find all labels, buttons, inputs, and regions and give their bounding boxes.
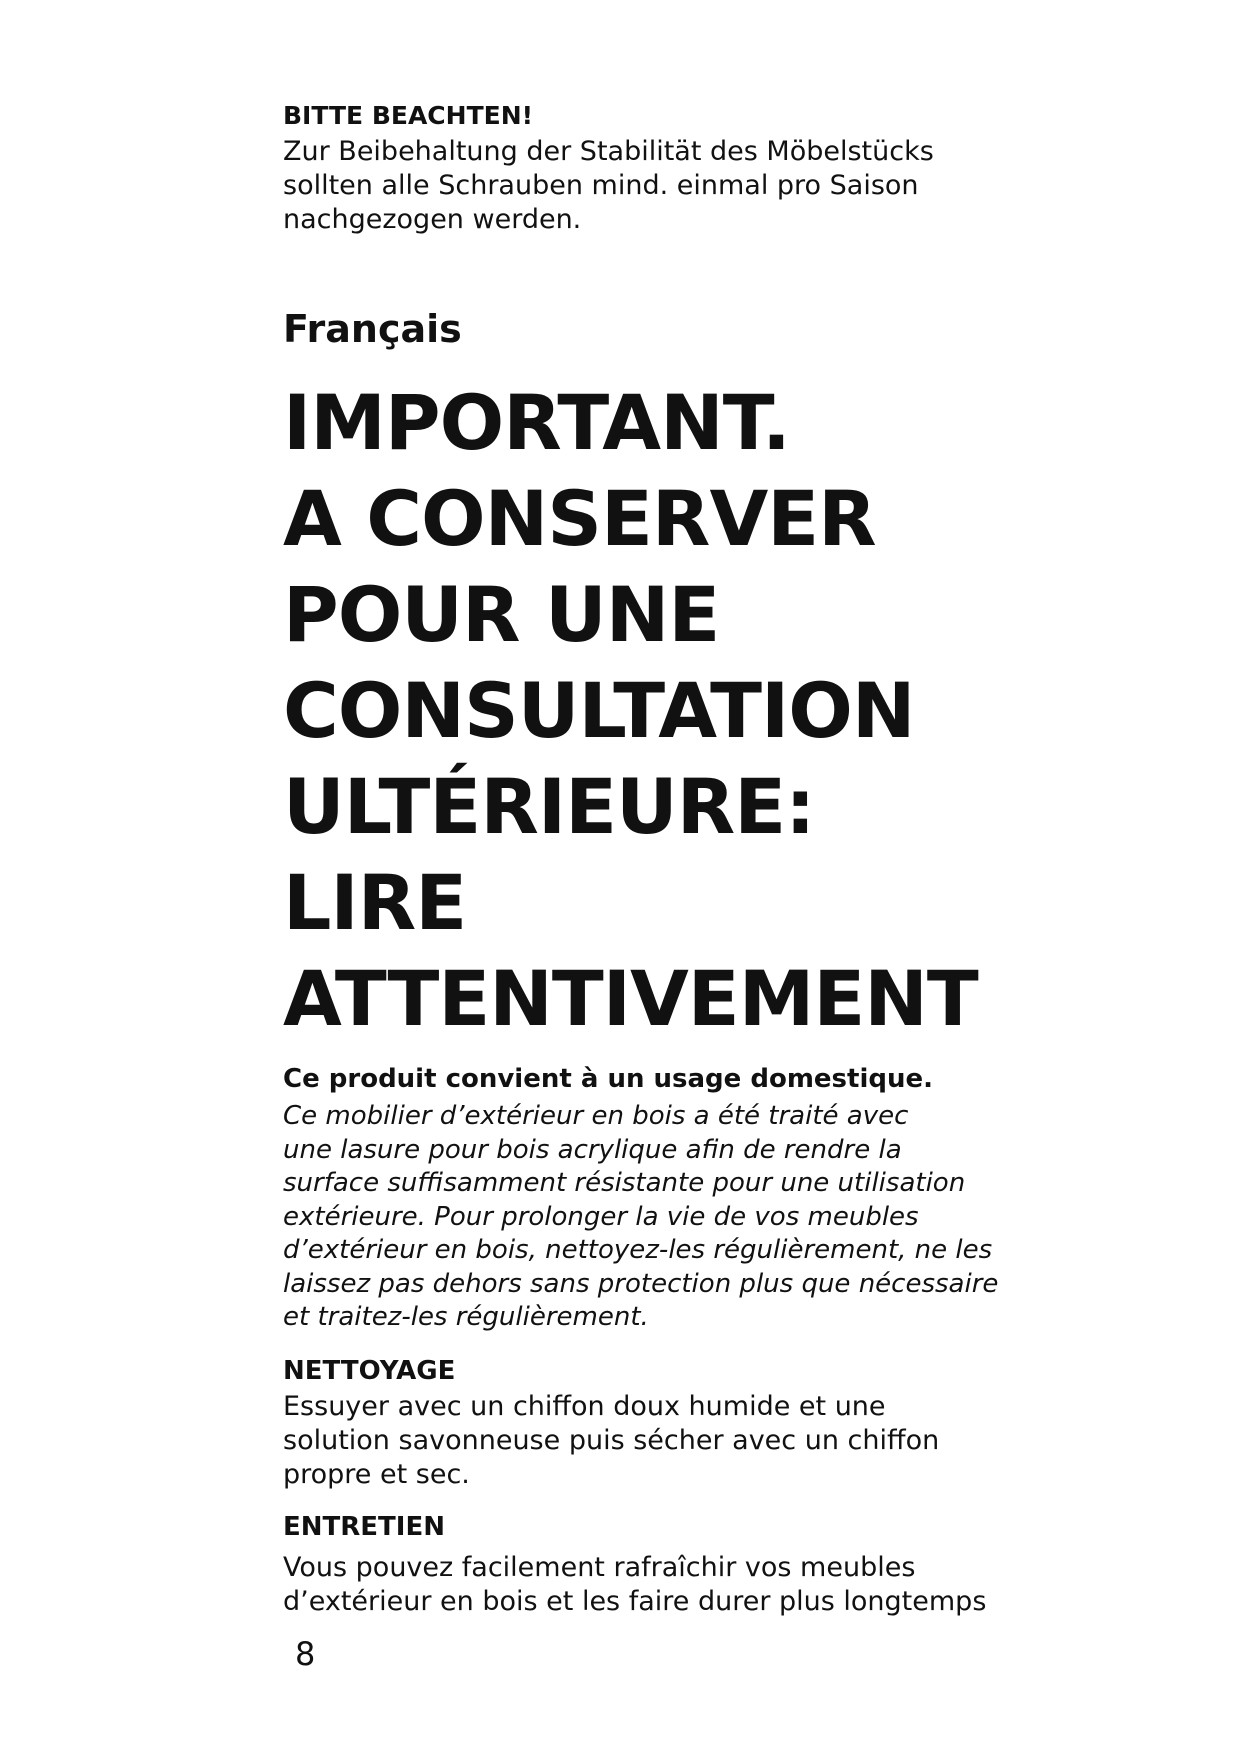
german-note-line: sollten alle Schrauben mind. einmal pro Saison <box>283 170 919 201</box>
intro-line: extérieure. Pour prolonger la vie de vos meubles <box>283 1201 919 1232</box>
intro-line: Ce mobilier d’extérieur en bois a été traité avec <box>283 1101 909 1131</box>
maintenance-body <box>283 1551 986 1619</box>
page-number: 8 <box>295 1635 316 1673</box>
cleaning-line: propre et sec. <box>283 1459 470 1490</box>
german-note-heading: BITTE BEACHTEN! <box>283 101 534 130</box>
page-title-line: POUR UNE <box>283 570 720 659</box>
maintenance-line: d’extérieur en bois et les faire durer plus longtemps <box>283 1586 987 1617</box>
cleaning-line: Essuyer avec un chiffon doux humide et une <box>283 1391 886 1422</box>
page-title-line: IMPORTANT. <box>283 378 790 467</box>
cleaning-body <box>283 1390 939 1492</box>
page-title-line: ATTENTIVEMENT <box>283 954 978 1043</box>
german-note-line: Zur Beibehaltung der Stabilität des Möbelstücks <box>283 136 934 167</box>
maintenance-line: Vous pouvez facilement rafraîchir vos meubles <box>283 1552 916 1583</box>
intro-line: surface suffisamment résistante pour une utilisation <box>283 1168 966 1198</box>
page-title-line: CONSULTATION <box>283 666 915 755</box>
german-note-body <box>283 135 934 237</box>
page-title-line: A CONSERVER <box>283 474 876 563</box>
language-label: Français <box>283 307 462 351</box>
intro-paragraph <box>283 1100 998 1335</box>
page-title <box>283 375 978 1047</box>
maintenance-heading: ENTRETIEN <box>283 1512 445 1542</box>
intro-line: d’extérieur en bois, nettoyez-les régulièrement, ne les <box>283 1235 993 1265</box>
cleaning-line: solution savonneuse puis sécher avec un chiffon <box>283 1425 940 1456</box>
german-note-line: nachgezogen werden. <box>283 204 582 235</box>
cleaning-heading: NETTOYAGE <box>283 1356 456 1386</box>
page-title-line: LIRE <box>283 858 467 947</box>
intro-line: et traitez-les régulièrement. <box>283 1302 649 1332</box>
usage-lead: Ce produit convient à un usage domestique. <box>283 1064 933 1094</box>
intro-line: laissez pas dehors sans protection plus que nécessaire <box>283 1268 999 1299</box>
intro-line: une lasure pour bois acrylique afin de rendre la <box>283 1134 902 1165</box>
page-title-line: ULTÉRIEURE: <box>283 762 815 851</box>
